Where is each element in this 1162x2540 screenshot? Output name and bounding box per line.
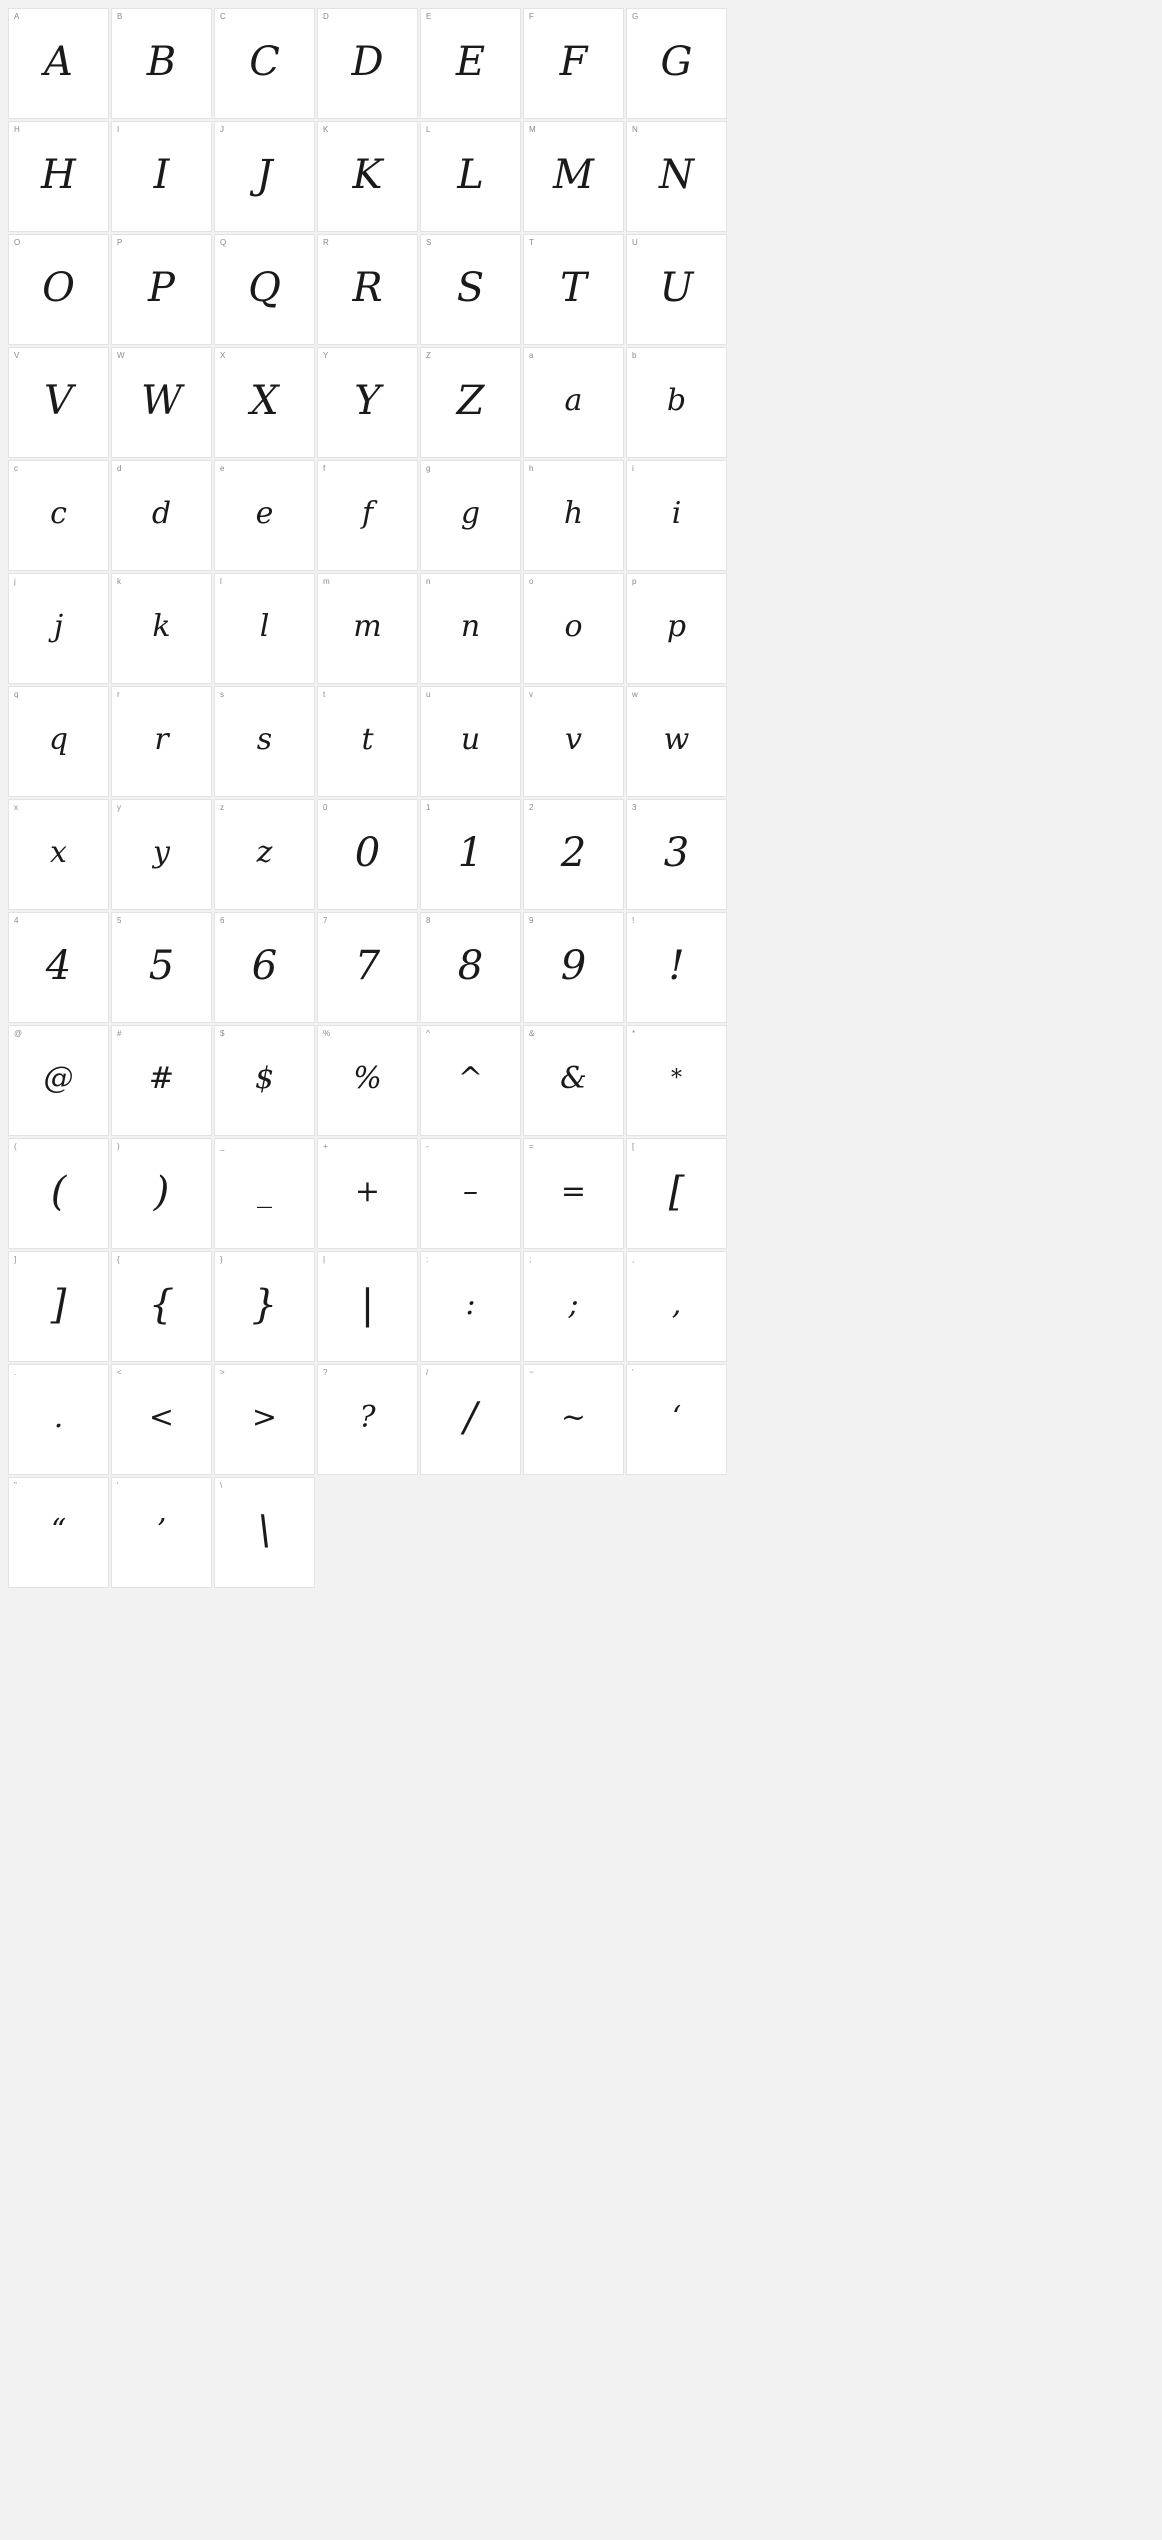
glyph-code-label: p <box>632 577 637 586</box>
glyph-code-label: z <box>220 803 224 812</box>
glyph-code-label: U <box>632 238 638 247</box>
glyph-code-label: C <box>220 12 226 21</box>
glyph-cell[interactable] <box>317 686 418 797</box>
glyph-cell[interactable] <box>214 1138 315 1249</box>
glyph-character: 4 <box>45 942 72 989</box>
glyph-character: { <box>148 1281 175 1328</box>
glyph-character: + <box>354 1174 381 1209</box>
glyph-code-label: / <box>426 1368 429 1377</box>
glyph-cell[interactable] <box>214 234 315 345</box>
glyph-cell[interactable] <box>214 1477 315 1588</box>
glyph-code-label: W <box>117 351 125 360</box>
glyph-code-label: 8 <box>426 916 431 925</box>
glyph-character: l <box>259 609 270 644</box>
glyph-cell[interactable] <box>111 460 212 571</box>
glyph-cell[interactable] <box>214 686 315 797</box>
glyph-code-label: ( <box>14 1142 17 1151</box>
glyph-cell[interactable] <box>626 1138 727 1249</box>
glyph-code-label: _ <box>220 1142 225 1151</box>
glyph-character: U <box>659 264 694 311</box>
glyph-code-label: & <box>529 1029 535 1038</box>
glyph-cell[interactable] <box>317 8 418 119</box>
glyph-code-label: \ <box>220 1481 223 1490</box>
glyph-character: n <box>460 609 481 644</box>
glyph-code-label: ! <box>632 916 635 925</box>
glyph-character: 2 <box>560 829 587 876</box>
glyph-cell[interactable] <box>523 347 624 458</box>
glyph-code-label: a <box>529 351 534 360</box>
glyph-character: d <box>151 496 172 531</box>
glyph-code-label: s <box>220 690 224 699</box>
glyph-code-label: % <box>323 1029 331 1038</box>
glyph-code-label: J <box>220 125 224 134</box>
glyph-character: T <box>560 264 587 311</box>
glyph-code-label: o <box>529 577 534 586</box>
glyph-cell[interactable] <box>523 460 624 571</box>
glyph-character: ’ <box>156 1513 167 1548</box>
glyph-cell[interactable] <box>214 573 315 684</box>
glyph-character: “ <box>50 1513 67 1548</box>
glyph-character: W <box>140 377 183 424</box>
glyph-code-label: 1 <box>426 803 431 812</box>
glyph-code-label: " <box>14 1481 17 1490</box>
glyph-code-label: M <box>529 125 536 134</box>
glyph-cell[interactable] <box>626 460 727 571</box>
glyph-character: % <box>353 1061 382 1096</box>
glyph-cell[interactable] <box>111 1477 212 1588</box>
glyph-code-label: B <box>117 12 123 21</box>
glyph-character: V <box>44 377 73 424</box>
glyph-character: b <box>666 383 687 418</box>
glyph-character: ] <box>50 1281 67 1328</box>
glyph-cell[interactable] <box>626 1025 727 1136</box>
glyph-code-label: < <box>117 1368 122 1377</box>
glyph-cell[interactable] <box>420 1025 521 1136</box>
glyph-cell[interactable] <box>8 347 109 458</box>
glyph-cell[interactable] <box>523 234 624 345</box>
glyph-cell-empty <box>523 1477 624 1588</box>
glyph-code-label: 4 <box>14 916 19 925</box>
glyph-character: K <box>352 151 383 198</box>
glyph-character: 3 <box>663 829 690 876</box>
glyph-cell[interactable] <box>8 1364 109 1475</box>
glyph-character: ( <box>50 1168 67 1215</box>
glyph-cell[interactable] <box>523 573 624 684</box>
glyph-code-label: + <box>323 1142 328 1151</box>
glyph-character: s <box>256 722 273 757</box>
glyph-cell[interactable] <box>420 347 521 458</box>
glyph-character: o <box>564 609 583 644</box>
glyph-code-label: | <box>323 1255 326 1264</box>
glyph-character: R <box>352 264 383 311</box>
glyph-character: D <box>351 38 384 85</box>
glyph-code-label: S <box>426 238 432 247</box>
glyph-code-label: g <box>426 464 431 473</box>
glyph-cell[interactable] <box>111 686 212 797</box>
glyph-code-label: F <box>529 12 534 21</box>
glyph-code-label: v <box>529 690 533 699</box>
glyph-character: ~ <box>560 1400 587 1435</box>
glyph-cell[interactable] <box>8 1477 109 1588</box>
glyph-grid <box>8 8 1156 1588</box>
glyph-cell-empty <box>420 1477 521 1588</box>
glyph-code-label: > <box>220 1368 225 1377</box>
glyph-cell[interactable] <box>523 912 624 1023</box>
glyph-code-label: T <box>529 238 534 247</box>
glyph-code-label: P <box>117 238 123 247</box>
glyph-code-label: O <box>14 238 21 247</box>
glyph-code-label: } <box>220 1255 223 1264</box>
glyph-character: < <box>148 1400 175 1435</box>
glyph-character: B <box>146 38 177 85</box>
glyph-cell[interactable] <box>626 1364 727 1475</box>
glyph-cell[interactable] <box>626 121 727 232</box>
glyph-cell[interactable] <box>626 234 727 345</box>
glyph-character: C <box>249 38 280 85</box>
glyph-code-label: 6 <box>220 916 225 925</box>
glyph-character: 1 <box>457 829 484 876</box>
glyph-code-label: 5 <box>117 916 122 925</box>
glyph-character: r <box>154 722 169 757</box>
glyph-character: > <box>251 1400 278 1435</box>
glyph-character: J <box>256 151 273 198</box>
glyph-cell[interactable] <box>214 912 315 1023</box>
glyph-code-label: I <box>117 125 120 134</box>
glyph-cell[interactable] <box>111 121 212 232</box>
glyph-code-label: f <box>323 464 326 473</box>
glyph-character: i <box>671 496 682 531</box>
glyph-cell[interactable] <box>523 1025 624 1136</box>
glyph-character: O <box>42 264 75 311</box>
glyph-cell-empty <box>626 1477 727 1588</box>
glyph-cell[interactable] <box>420 686 521 797</box>
glyph-cell[interactable] <box>317 460 418 571</box>
glyph-cell[interactable] <box>523 121 624 232</box>
glyph-cell[interactable] <box>523 1364 624 1475</box>
glyph-cell[interactable] <box>111 1138 212 1249</box>
glyph-character: j <box>53 609 64 644</box>
glyph-cell[interactable] <box>111 1364 212 1475</box>
glyph-cell[interactable] <box>214 347 315 458</box>
glyph-code-label: : <box>426 1255 429 1264</box>
glyph-cell[interactable] <box>420 8 521 119</box>
glyph-character: E <box>455 38 486 85</box>
glyph-code-label: { <box>117 1255 120 1264</box>
glyph-code-label: X <box>220 351 226 360</box>
glyph-code-label: t <box>323 690 326 699</box>
glyph-cell[interactable] <box>111 1251 212 1362</box>
glyph-code-label: 2 <box>529 803 534 812</box>
glyph-cell[interactable] <box>8 799 109 910</box>
glyph-character: F <box>559 38 588 85</box>
glyph-character: v <box>565 722 582 757</box>
glyph-code-label: L <box>426 125 431 134</box>
glyph-cell[interactable] <box>317 1138 418 1249</box>
glyph-cell[interactable] <box>523 799 624 910</box>
glyph-cell[interactable] <box>420 1251 521 1362</box>
glyph-character: $ <box>254 1061 275 1096</box>
glyph-code-label: ' <box>117 1481 119 1490</box>
glyph-cell[interactable] <box>8 1251 109 1362</box>
glyph-cell[interactable] <box>626 1251 727 1362</box>
glyph-character: f <box>361 496 374 531</box>
glyph-character: 7 <box>354 942 381 989</box>
glyph-cell[interactable] <box>8 460 109 571</box>
glyph-code-label: [ <box>632 1142 635 1151</box>
glyph-code-label: Y <box>323 351 329 360</box>
glyph-code-label: ) <box>117 1142 120 1151</box>
glyph-cell[interactable] <box>317 1364 418 1475</box>
glyph-cell[interactable] <box>214 799 315 910</box>
glyph-character: 5 <box>148 942 175 989</box>
glyph-character: } <box>251 1281 278 1328</box>
glyph-character: h <box>563 496 584 531</box>
glyph-code-label: 0 <box>323 803 328 812</box>
glyph-code-label: u <box>426 690 431 699</box>
glyph-cell[interactable] <box>626 347 727 458</box>
glyph-code-label: ] <box>14 1255 17 1264</box>
glyph-character: | <box>360 1281 375 1328</box>
glyph-code-label: $ <box>220 1029 225 1038</box>
glyph-cell[interactable] <box>523 8 624 119</box>
glyph-character: = <box>560 1174 587 1209</box>
glyph-code-label: r <box>117 690 120 699</box>
glyph-character: m <box>353 609 382 644</box>
glyph-code-label: ' <box>632 1368 634 1377</box>
glyph-character: 0 <box>354 829 381 876</box>
glyph-cell[interactable] <box>317 573 418 684</box>
glyph-character: Q <box>248 264 281 311</box>
glyph-code-label: l <box>220 577 222 586</box>
glyph-cell[interactable] <box>111 234 212 345</box>
glyph-character: q <box>48 722 69 757</box>
glyph-character: e <box>255 496 274 531</box>
glyph-character: ! <box>668 942 685 989</box>
glyph-character: z <box>256 835 273 870</box>
glyph-cell[interactable] <box>420 460 521 571</box>
glyph-code-label: ^ <box>426 1029 430 1038</box>
glyph-cell[interactable] <box>8 1138 109 1249</box>
glyph-cell[interactable] <box>8 121 109 232</box>
glyph-cell[interactable] <box>626 8 727 119</box>
glyph-character: t <box>361 722 374 757</box>
glyph-cell[interactable] <box>8 1025 109 1136</box>
glyph-code-label: h <box>529 464 534 473</box>
glyph-cell[interactable] <box>214 460 315 571</box>
glyph-cell[interactable] <box>420 1138 521 1249</box>
glyph-character: M <box>553 151 594 198</box>
glyph-cell[interactable] <box>317 121 418 232</box>
glyph-code-label: j <box>14 577 16 586</box>
glyph-cell[interactable] <box>111 8 212 119</box>
glyph-code-label: * <box>632 1029 636 1038</box>
glyph-character: N <box>659 151 694 198</box>
glyph-code-label: e <box>220 464 225 473</box>
glyph-character: g <box>460 496 481 531</box>
glyph-character: a <box>564 383 583 418</box>
glyph-character: y <box>153 835 170 870</box>
glyph-cell[interactable] <box>523 1138 624 1249</box>
glyph-cell[interactable] <box>8 686 109 797</box>
glyph-code-label: - <box>426 1142 429 1151</box>
glyph-code-label: ; <box>529 1255 532 1264</box>
glyph-cell[interactable] <box>420 573 521 684</box>
glyph-cell[interactable] <box>214 1025 315 1136</box>
glyph-character: ; <box>568 1287 579 1322</box>
glyph-character: \ <box>257 1507 272 1554</box>
glyph-character: : <box>465 1287 476 1322</box>
glyph-character: Y <box>354 377 381 424</box>
glyph-character: A <box>44 38 73 85</box>
glyph-code-label: x <box>14 803 18 812</box>
glyph-code-label: 9 <box>529 916 534 925</box>
glyph-character: 6 <box>251 942 278 989</box>
glyph-cell[interactable] <box>317 1025 418 1136</box>
glyph-character: – <box>463 1174 478 1209</box>
glyph-code-label: y <box>117 803 121 812</box>
glyph-code-label: . <box>14 1368 17 1377</box>
glyph-character: Z <box>456 377 485 424</box>
glyph-code-label: D <box>323 12 329 21</box>
glyph-character: , <box>671 1287 682 1322</box>
glyph-cell[interactable] <box>420 912 521 1023</box>
glyph-character: ? <box>359 1400 376 1435</box>
glyph-character: k <box>152 609 171 644</box>
glyph-character: ‘ <box>671 1400 682 1435</box>
glyph-character: X <box>250 377 279 424</box>
glyph-code-label: = <box>529 1142 534 1151</box>
glyph-cell[interactable] <box>317 912 418 1023</box>
glyph-cell[interactable] <box>317 234 418 345</box>
glyph-cell[interactable] <box>111 1025 212 1136</box>
glyph-character: P <box>148 264 175 311</box>
glyph-character: u <box>460 722 481 757</box>
glyph-character: p <box>666 609 687 644</box>
glyph-character: * <box>671 1066 682 1091</box>
glyph-character: L <box>457 151 484 198</box>
glyph-code-label: w <box>632 690 638 699</box>
glyph-cell[interactable] <box>214 121 315 232</box>
glyph-character: & <box>560 1061 587 1096</box>
glyph-character: @ <box>43 1061 74 1096</box>
glyph-cell[interactable] <box>523 1251 624 1362</box>
glyph-character: ) <box>153 1168 170 1215</box>
glyph-code-label: # <box>117 1029 122 1038</box>
glyph-cell[interactable] <box>111 347 212 458</box>
glyph-code-label: R <box>323 238 329 247</box>
glyph-character: x <box>50 835 67 870</box>
glyph-code-label: V <box>14 351 20 360</box>
glyph-cell[interactable] <box>317 1251 418 1362</box>
glyph-cell-empty <box>317 1477 418 1588</box>
glyph-code-label: q <box>14 690 19 699</box>
glyph-code-label: b <box>632 351 637 360</box>
glyph-character: / <box>463 1394 478 1441</box>
glyph-code-label: n <box>426 577 431 586</box>
glyph-character: S <box>456 264 485 311</box>
glyph-code-label: E <box>426 12 432 21</box>
glyph-cell[interactable] <box>214 1364 315 1475</box>
glyph-cell[interactable] <box>626 573 727 684</box>
glyph-character: 8 <box>457 942 484 989</box>
glyph-code-label: Q <box>220 238 227 247</box>
glyph-character: c <box>50 496 67 531</box>
glyph-cell[interactable] <box>8 573 109 684</box>
glyph-code-label: Z <box>426 351 431 360</box>
glyph-character: G <box>660 38 693 85</box>
glyph-character: _ <box>257 1174 272 1209</box>
glyph-cell[interactable] <box>317 347 418 458</box>
glyph-cell[interactable] <box>420 234 521 345</box>
glyph-cell[interactable] <box>420 1364 521 1475</box>
glyph-cell[interactable] <box>214 1251 315 1362</box>
glyph-cell[interactable] <box>626 912 727 1023</box>
glyph-cell[interactable] <box>626 799 727 910</box>
glyph-code-label: ~ <box>529 1368 534 1377</box>
glyph-code-label: G <box>632 12 639 21</box>
glyph-code-label: A <box>14 12 20 21</box>
glyph-code-label: N <box>632 125 638 134</box>
glyph-cell[interactable] <box>111 912 212 1023</box>
glyph-cell[interactable] <box>317 799 418 910</box>
glyph-character: H <box>41 151 76 198</box>
glyph-cell[interactable] <box>111 799 212 910</box>
glyph-code-label: , <box>632 1255 635 1264</box>
glyph-cell[interactable] <box>111 573 212 684</box>
glyph-code-label: H <box>14 125 20 134</box>
glyph-cell[interactable] <box>8 234 109 345</box>
glyph-code-label: c <box>14 464 18 473</box>
glyph-character: w <box>663 722 690 757</box>
glyph-character: # <box>148 1061 175 1096</box>
glyph-character: . <box>53 1400 64 1435</box>
glyph-code-label: 7 <box>323 916 328 925</box>
glyph-cell[interactable] <box>626 686 727 797</box>
glyph-code-label: k <box>117 577 121 586</box>
glyph-code-label: i <box>632 464 634 473</box>
glyph-code-label: 3 <box>632 803 637 812</box>
glyph-code-label: ? <box>323 1368 328 1377</box>
glyph-cell[interactable] <box>8 8 109 119</box>
glyph-cell[interactable] <box>420 799 521 910</box>
glyph-cell[interactable] <box>8 912 109 1023</box>
glyph-cell[interactable] <box>420 121 521 232</box>
glyph-character: I <box>153 151 170 198</box>
glyph-character: ^ <box>457 1061 484 1096</box>
glyph-code-label: m <box>323 577 330 586</box>
glyph-code-label: d <box>117 464 122 473</box>
glyph-code-label: K <box>323 125 329 134</box>
glyph-character: 9 <box>560 942 587 989</box>
glyph-code-label: @ <box>14 1029 23 1038</box>
glyph-cell[interactable] <box>523 686 624 797</box>
glyph-character: [ <box>668 1168 685 1215</box>
glyph-cell[interactable] <box>214 8 315 119</box>
